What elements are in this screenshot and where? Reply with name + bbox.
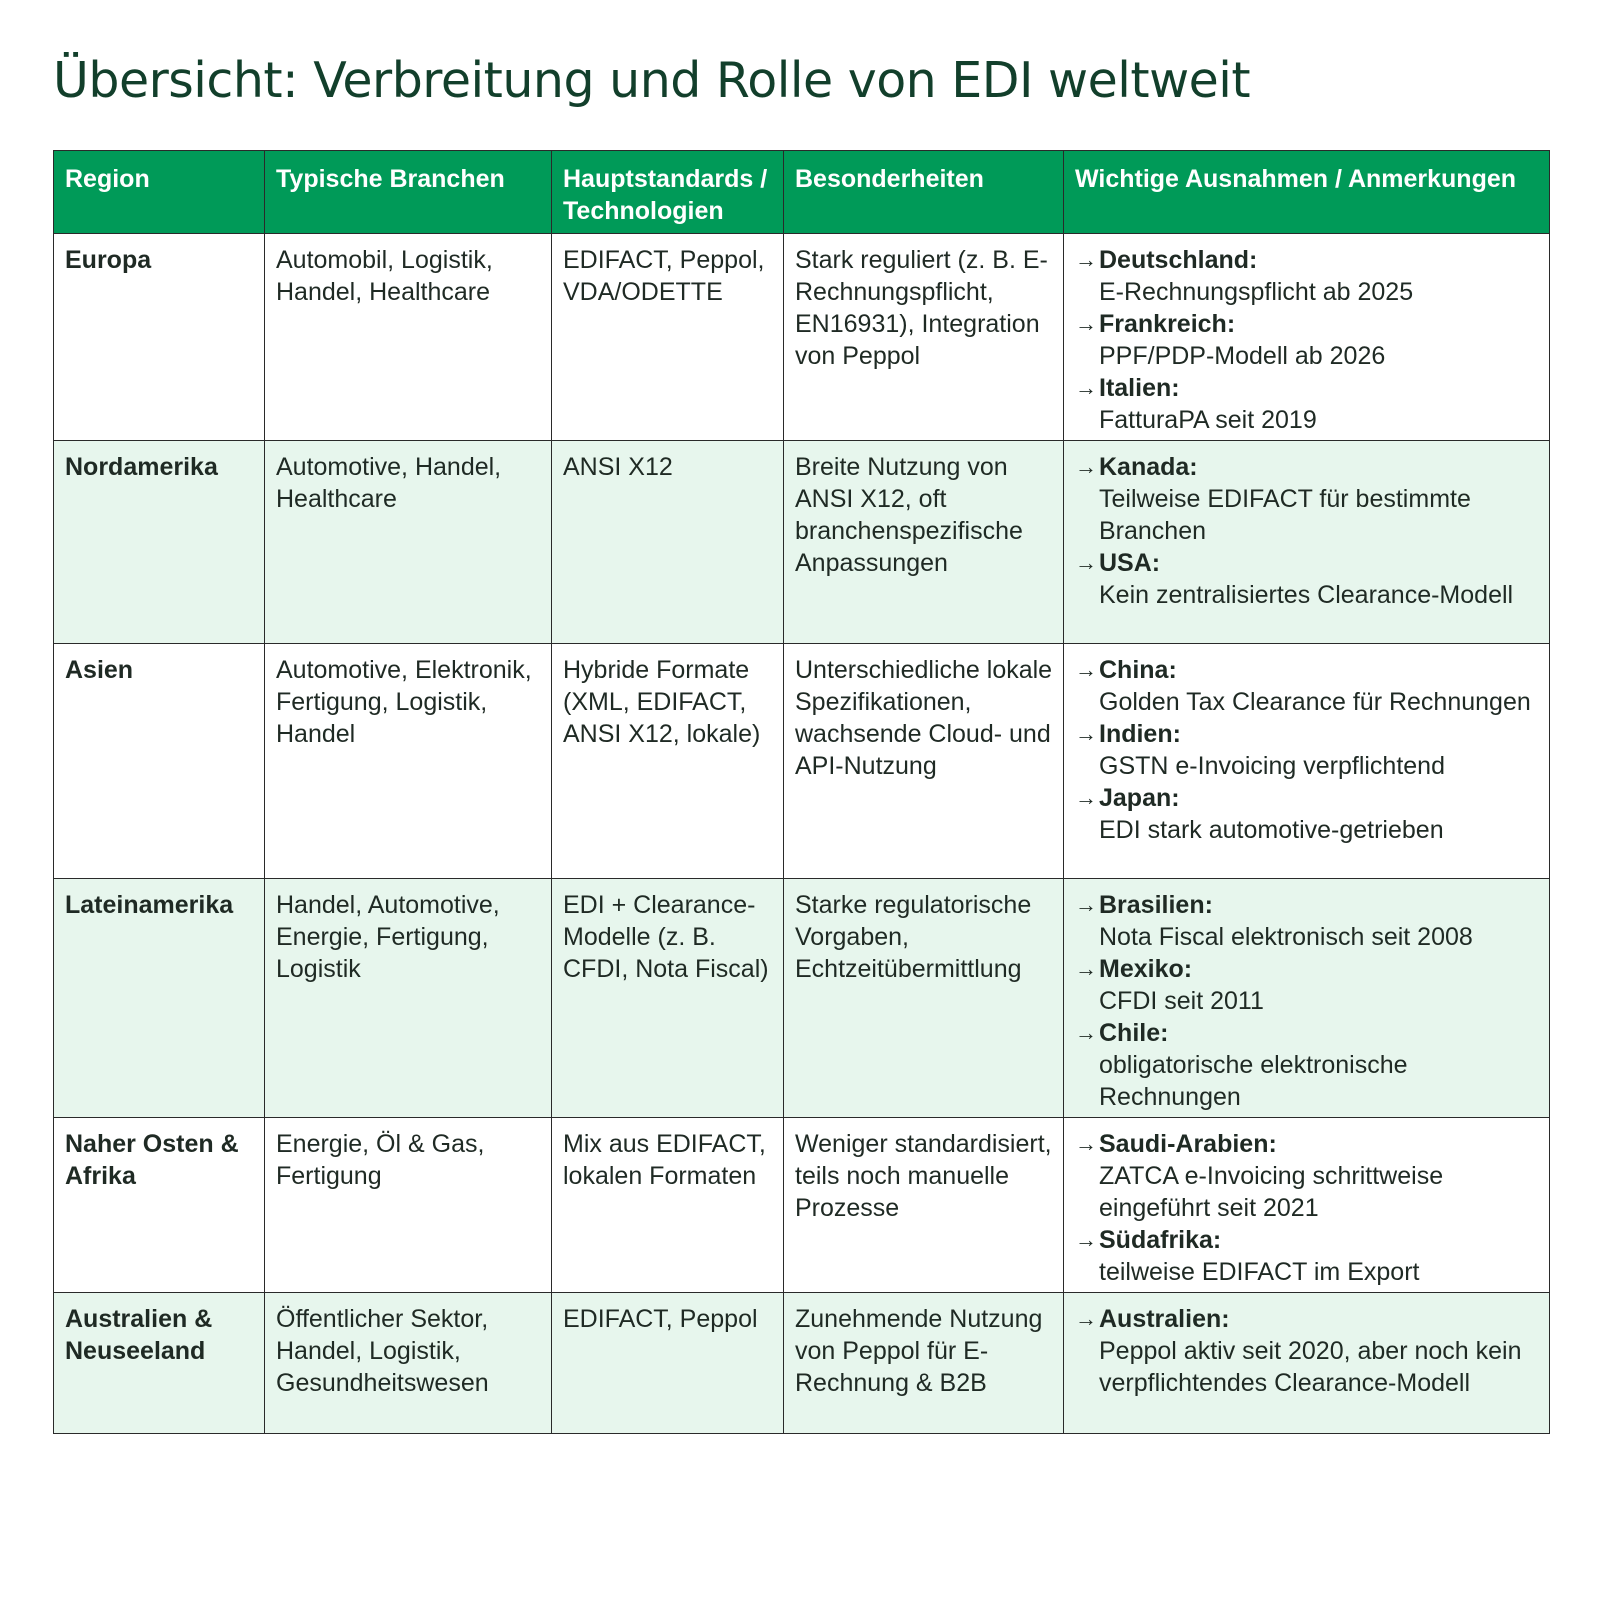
note-text: ZATCA e-Invoicing schrittweise eingeführt seit 2021 <box>1099 1162 1444 1222</box>
note-country: Frankreich: <box>1099 310 1236 338</box>
standards-cell: Mix aus EDIFACT, lokalen Formaten <box>552 1118 784 1293</box>
note-item <box>1075 1224 1540 1288</box>
table-body <box>54 234 1550 1434</box>
region-cell: Nordamerika <box>54 441 265 644</box>
table-header-row <box>54 151 1550 234</box>
note-country: Kanada: <box>1099 453 1198 481</box>
arrow-right-icon: → <box>1075 311 1097 336</box>
note-heading <box>1075 372 1540 404</box>
column-header-besonderheiten: Besonderheiten <box>784 151 1064 234</box>
note-heading <box>1075 782 1540 814</box>
note-text: EDI stark automotive-getrieben <box>1099 816 1444 844</box>
besonderheiten-cell: Weniger standardisiert, teils noch manuelle Prozesse <box>784 1118 1064 1293</box>
arrow-right-icon: → <box>1075 956 1097 981</box>
note-country: China: <box>1099 656 1177 684</box>
edi-overview-table <box>53 150 1550 1434</box>
arrow-right-icon: → <box>1075 375 1097 400</box>
anmerkungen-cell <box>1064 644 1550 879</box>
note-item <box>1075 782 1540 846</box>
table-row <box>54 1293 1550 1434</box>
arrow-right-icon: → <box>1075 657 1097 682</box>
note-heading <box>1075 244 1540 276</box>
note-country: Brasilien: <box>1099 891 1213 919</box>
note-item <box>1075 308 1540 372</box>
standards-cell: EDIFACT, Peppol, VDA/ODETTE <box>552 234 784 441</box>
besonderheiten-cell: Breite Nutzung von ANSI X12, oft branchenspezifische Anpassungen <box>784 441 1064 644</box>
note-country: Saudi-Arabien: <box>1099 1130 1277 1158</box>
note-text: Nota Fiscal elektronisch seit 2008 <box>1099 923 1473 951</box>
note-text: Teilweise EDIFACT für bestimmte Branchen <box>1099 485 1471 545</box>
note-country: Australien: <box>1099 1305 1230 1333</box>
note-heading <box>1075 1017 1540 1049</box>
arrow-right-icon: → <box>1075 1131 1097 1156</box>
note-country: Chile: <box>1099 1019 1169 1047</box>
standards-cell: Hybride Formate (XML, EDIFACT, ANSI X12, lokale) <box>552 644 784 879</box>
besonderheiten-cell: Zunehmende Nutzung von Peppol für E-Rechnung & B2B <box>784 1293 1064 1434</box>
note-text: Golden Tax Clearance für Rechnungen <box>1099 688 1531 716</box>
arrow-right-icon: → <box>1075 1227 1097 1252</box>
note-heading <box>1075 718 1540 750</box>
note-heading <box>1075 1128 1540 1160</box>
note-item <box>1075 451 1540 547</box>
arrow-right-icon: → <box>1075 721 1097 746</box>
note-text: E-Rechnungspflicht ab 2025 <box>1099 278 1414 306</box>
besonderheiten-cell: Unterschiedliche lokale Spezifikationen, wachsende Cloud- und API-Nutzung <box>784 644 1064 879</box>
anmerkungen-cell <box>1064 1293 1550 1434</box>
note-country: Mexiko: <box>1099 955 1193 983</box>
anmerkungen-cell <box>1064 441 1550 644</box>
note-heading <box>1075 451 1540 483</box>
besonderheiten-cell: Starke regulatorische Vorgaben, Echtzeitübermittlung <box>784 879 1064 1118</box>
table-row <box>54 644 1550 879</box>
arrow-right-icon: → <box>1075 1020 1097 1045</box>
column-header-branchen: Typische Branchen <box>265 151 552 234</box>
branchen-cell: Handel, Automotive, Energie, Fertigung, Logistik <box>265 879 552 1118</box>
table-row <box>54 1118 1550 1293</box>
anmerkungen-cell <box>1064 234 1550 441</box>
note-text: PPF/PDP-Modell ab 2026 <box>1099 342 1386 370</box>
besonderheiten-cell: Stark reguliert (z. B. E-Rechnungspflicht, EN16931), Integration von Peppol <box>784 234 1064 441</box>
region-cell: Asien <box>54 644 265 879</box>
note-item <box>1075 889 1540 953</box>
note-item <box>1075 718 1540 782</box>
standards-cell: ANSI X12 <box>552 441 784 644</box>
region-cell: Australien & Neuseeland <box>54 1293 265 1434</box>
branchen-cell: Automobil, Logistik, Handel, Healthcare <box>265 234 552 441</box>
note-country: Japan: <box>1099 784 1180 812</box>
note-text: Peppol aktiv seit 2020, aber noch kein verpflichtendes Clearance-Modell <box>1099 1337 1522 1397</box>
note-text: FatturaPA seit 2019 <box>1099 406 1317 434</box>
note-heading <box>1075 1303 1540 1335</box>
note-item <box>1075 953 1540 1017</box>
note-heading <box>1075 308 1540 340</box>
arrow-right-icon: → <box>1075 454 1097 479</box>
note-country: USA: <box>1099 549 1161 577</box>
note-item <box>1075 654 1540 718</box>
note-country: Indien: <box>1099 720 1181 748</box>
table-row <box>54 441 1550 644</box>
region-cell: Europa <box>54 234 265 441</box>
note-item <box>1075 1128 1540 1224</box>
arrow-right-icon: → <box>1075 550 1097 575</box>
column-header-region: Region <box>54 151 265 234</box>
arrow-right-icon: → <box>1075 892 1097 917</box>
table-row <box>54 234 1550 441</box>
note-country: Deutschland: <box>1099 246 1258 274</box>
note-heading <box>1075 889 1540 921</box>
branchen-cell: Öffentlicher Sektor, Handel, Logistik, Gesundheitswesen <box>265 1293 552 1434</box>
note-text: CFDI seit 2011 <box>1099 987 1264 1015</box>
note-text: teilweise EDIFACT im Export <box>1099 1258 1420 1286</box>
note-country: Südafrika: <box>1099 1226 1222 1254</box>
note-item <box>1075 547 1540 611</box>
note-text: GSTN e-Invoicing verpflichtend <box>1099 752 1445 780</box>
region-cell: Naher Osten & Afrika <box>54 1118 265 1293</box>
note-item <box>1075 1303 1540 1399</box>
note-text: obligatorische elektronische Rechnungen <box>1099 1051 1408 1111</box>
branchen-cell: Automotive, Handel, Healthcare <box>265 441 552 644</box>
note-item <box>1075 372 1540 436</box>
branchen-cell: Automotive, Elektronik, Fertigung, Logistik, Handel <box>265 644 552 879</box>
region-cell: Lateinamerika <box>54 879 265 1118</box>
page-title: Übersicht: Verbreitung und Rolle von EDI weltweit <box>53 52 1251 109</box>
note-country: Italien: <box>1099 374 1180 402</box>
standards-cell: EDI + Clearance-Modelle (z. B. CFDI, Nota Fiscal) <box>552 879 784 1118</box>
arrow-right-icon: → <box>1075 1306 1097 1331</box>
note-item <box>1075 244 1540 308</box>
arrow-right-icon: → <box>1075 785 1097 810</box>
note-heading <box>1075 547 1540 579</box>
note-item <box>1075 1017 1540 1113</box>
anmerkungen-cell <box>1064 879 1550 1118</box>
branchen-cell: Energie, Öl & Gas, Fertigung <box>265 1118 552 1293</box>
arrow-right-icon: → <box>1075 247 1097 272</box>
note-heading <box>1075 1224 1540 1256</box>
note-text: Kein zentralisiertes Clearance-Modell <box>1099 581 1514 609</box>
column-header-standards: Hauptstandards / Technologien <box>552 151 784 234</box>
table-row <box>54 879 1550 1118</box>
column-header-anmerkungen: Wichtige Ausnahmen / Anmerkungen <box>1064 151 1550 234</box>
note-heading <box>1075 953 1540 985</box>
anmerkungen-cell <box>1064 1118 1550 1293</box>
standards-cell: EDIFACT, Peppol <box>552 1293 784 1434</box>
note-heading <box>1075 654 1540 686</box>
